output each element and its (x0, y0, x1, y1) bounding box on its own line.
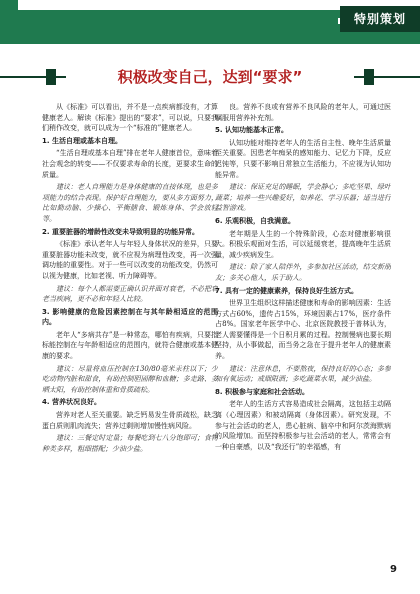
body-paragraph: “生活自理或基本自理”排在老年人健康首位，意味着社会观念的转变——不仅要求寿命的长度，更要求生命的质量。 (42, 149, 218, 179)
section-heading: 8. 积极参与家庭和社会活动。 (215, 387, 309, 396)
section-tag: 特别策划 (340, 6, 420, 32)
section-heading: 3. 影响健康的危险因素控制在与其年龄相适应的范围内。 (42, 307, 218, 327)
section-heading: 5. 认知功能基本正常。 (215, 126, 288, 135)
section-heading: 2. 重要脏器的增龄性改变未导致明显的功能异常。 (42, 227, 199, 236)
section-heading: 6. 乐观积极，自我满意。 (215, 216, 295, 225)
advice-paragraph: 建议：尽量将血压控制在130/80毫米汞柱以下；少吃动物内脏和甜食，有助控制胆固醇和血糖；多走路、多晒太阳，有助控制体重和骨质疏松。 (42, 364, 218, 394)
title-bar-right (364, 69, 374, 85)
body-paragraph: 营养对老人至关重要。缺乏钙易发生骨质疏松，缺乏蛋白质则肌肉流失；营养过剩则增加慢性病风险。 (42, 411, 218, 430)
page-number: 9 (390, 564, 397, 575)
body-paragraph: 世界卫生组织这样描述健康和寿命的影响因素：生活方式占60%，遗传占15%，环境因素占17%，医疗条件占8%。国家老年医学中心、北京医院教授于普林认为，老人需要懂得是一个日积月累的过程。控制慢病也要长期坚持，从小事做起，而当务之急在于提升老年人的健康素养。 (215, 299, 391, 361)
section-heading: 1. 生活自理或基本自理。 (42, 136, 122, 145)
body-paragraph: 老年期是人生的一个特殊阶段，心态对健康影响很大。积极乐观面对生活，可以延缓衰老，提高晚年生活质量，减少疾病发生。 (215, 229, 391, 259)
header-bar (0, 0, 420, 44)
advice-paragraph: 建议：老人自理能力是身体健康的直接体现，也是多项能力的结合表现。保护好自理能力，要从多方面努力，比如勤动脑、少操心、平衡膳食、锻炼身体、学会放轻等。 (42, 183, 218, 223)
body-paragraph: 《标准》承认老年人与年轻人身体状况的差异，只要重要脏器功能未改变，就不应视为病理性改变，再一次强调功能的重要性。对于一些可以改变的功能改变，仍然可以视为健康，比如老视、听力障碍等。 (42, 240, 218, 280)
advice-paragraph: 建议：保证充足的睡眠，学会静心；多吃坚果、绿叶蔬菜；培养一些兴趣爱好，如养花、学习乐器；适当进行益智游戏。 (215, 183, 391, 213)
section-heading: 7. 具有一定的健康素养，保持良好生活方式。 (215, 286, 358, 295)
advice-paragraph: 建议：每个人都需要正确认识并面对衰老，不必把衰老当疾病，更不必和年轻人比较。 (42, 284, 218, 304)
right-column (215, 102, 391, 557)
section-heading: 4. 营养状况良好。 (42, 398, 101, 407)
article-title: 积极改变自己，达到“要求” (66, 66, 354, 88)
body-paragraph: 良。营养不良或有营养不良风险的老年人，可通过医嘱服用营养补充剂。 (215, 103, 391, 122)
body-paragraph: 从《标准》可以看出，并不是一点疾病都没有，才算健康老人。解读《标准》提出的“要求”，可以说，只要我们稍作改变，就可以成为一个“标准的”健康老人。 (42, 103, 218, 133)
advice-paragraph: 建议：三餐定时定量；每餐吃到七八分饱即可；食物种类多样，粗细搭配；少油少盐。 (42, 434, 218, 453)
advice-paragraph: 建议：除了家人陪伴外，多参加社区活动，结交新朋友；多关心他人，乐于助人。 (215, 263, 391, 282)
title-bar-left (46, 69, 56, 85)
body-paragraph: 认知功能对维持老年人的生活自主性、晚年生活质量至关重要。因患老年痴呆的感知能力、记忆力下降，反应迟钝等，只要不影响日常独立生活能力，不应视为认知功能异常。 (215, 138, 391, 179)
left-column (42, 102, 218, 557)
body-paragraph: 老年人“多病共存”是一种常态，哪怕有疾病，只要指标能控制在与年龄相适应的范围内，就符合健康或基本健康的要求。 (42, 330, 218, 361)
body-paragraph: 老年人的生活方式容易造成社会隔离，这包括主动隔离（心理因素）和被动隔离（身体因素）。研究发现，不参与社会活动的老人，患心脏病、脑卒中和阿尔茨海默病的风险增加。而坚持积极参与社会活动的老人，常常会有一种自豪感，以及“我还行”的幸福感，有 (215, 400, 391, 451)
advice-paragraph: 建议：注意休息，不要熬夜，保持良好的心态；多参加有氧运动；戒烟限酒；多吃蔬菜水果，减少油盐。 (215, 364, 391, 384)
